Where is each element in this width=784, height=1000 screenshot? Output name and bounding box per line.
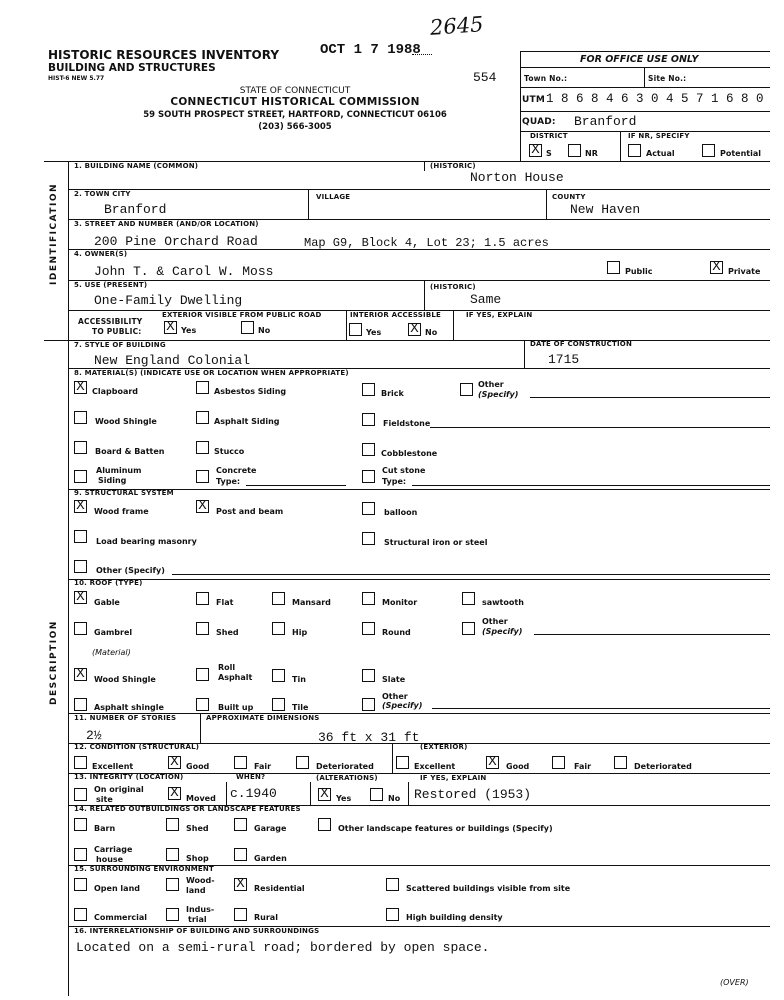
scattered-checkbox[interactable] [386,878,399,891]
structural-label: 9. STRUCTURAL SYSTEM [74,489,174,497]
concrete-type-label: Type: [216,477,241,486]
ext-excellent-label: Excellent [414,762,456,771]
scattered-label: Scattered buildings visible from site [406,884,571,893]
ext-deteriorated-label: Deteriorated [634,762,692,771]
open-land-checkbox[interactable] [74,878,87,891]
asphalt-shingle-checkbox[interactable] [74,698,87,711]
district-s-label: S [546,149,552,158]
board-batten-label: Board & Batten [95,447,165,456]
balloon-checkbox[interactable] [362,502,375,515]
garden-checkbox[interactable] [234,848,247,861]
quad-label: QUAD: [522,117,556,127]
town-label: 2. TOWN CITY [74,190,131,198]
woodland-checkbox[interactable] [166,878,179,891]
stories-label: 11. NUMBER OF STORIES [74,714,177,722]
flat-label: Flat [216,598,234,607]
roof-specify-label: (Specify) [482,627,523,636]
ext-fair-label: Fair [574,762,592,771]
slate-label: Slate [382,675,406,684]
on-original-label: On original [94,785,144,794]
clapboard-checkbox[interactable]: X [74,381,87,394]
state-heading: STATE OF CONNECTICUT [239,86,351,96]
ext-fair-checkbox[interactable] [552,756,565,769]
access-explain-label: IF YES, EXPLAIN [466,311,533,319]
form-code: HIST-6 NEW 5.77 [48,75,105,82]
structural-other-checkbox[interactable] [74,560,87,573]
public-checkbox[interactable] [607,261,620,274]
if-nr-label: IF NR, SPECIFY [628,132,690,140]
cobblestone-label: Cobblestone [381,449,438,458]
structural-other-label: Other (Specify) [96,566,165,575]
over-label: (OVER) [720,978,749,987]
alteration-no-label: No [388,794,401,803]
struct-excellent-checkbox[interactable] [74,756,87,769]
utm-value: 1 8 6 8 4 6 3 0 4 5 7 1 6 8 0 [546,92,764,106]
form-title: HISTORIC RESOURCES INVENTORY [48,48,280,62]
garage-checkbox[interactable] [234,818,247,831]
shed-roof-label: Shed [216,628,239,637]
asphalt-shingle-label: Asphalt shingle [94,703,164,712]
carriage-house-checkbox[interactable] [74,848,87,861]
street-value: 200 Pine Orchard Road [94,234,258,249]
style-label: 7. STYLE OF BUILDING [74,341,166,349]
office-use-title: FOR OFFICE USE ONLY [580,54,699,65]
public-label: Public [625,267,653,276]
condition-label: 12. CONDITION (STRUCTURAL) [74,743,200,751]
cut-stone-type-label: Type: [382,477,407,486]
date-construction-value: 1715 [548,352,580,367]
industrial-label: Indus- [186,905,215,914]
district-s-checkbox[interactable]: X [529,144,542,157]
roof-other-label: Other [482,617,508,626]
aluminum-siding-label: Siding [98,476,127,485]
roof-material-other-checkbox[interactable] [362,698,375,711]
town-value: Branford [104,202,167,217]
fieldstone-checkbox[interactable] [362,413,375,426]
stories-value: 2½ [86,728,102,743]
village-label: VILLAGE [316,193,351,201]
interrelationship-value: Located on a semi-rural road; bordered by open space. [76,940,490,955]
outbuildings-label: 14. RELATED OUTBUILDINGS OR LANDSCAPE FEATURES [74,805,301,813]
asphalt-siding-label: Asphalt Siding [214,417,280,426]
tin-label: Tin [292,675,306,684]
interior-no-checkbox[interactable]: X [408,323,421,336]
high-density-checkbox[interactable] [386,908,399,921]
round-label: Round [382,628,411,637]
material-other-checkbox[interactable] [460,383,473,396]
use-present-value: One-Family Dwelling [94,293,243,308]
struct-deteriorated-label: Deteriorated [316,762,374,771]
built-up-checkbox[interactable] [196,698,209,711]
on-original-site-checkbox[interactable] [74,788,87,801]
alteration-explain-value: Restored (1953) [414,787,532,802]
asbestos-label: Asbestos Siding [214,387,287,396]
roof-material-other-label: Other [382,692,408,701]
alteration-yes-checkbox[interactable]: X [318,788,331,801]
identification-side-label: IDENTIFICATION [49,182,59,285]
monitor-checkbox[interactable] [362,592,375,605]
style-value: New England Colonial [94,353,251,368]
brick-label: Brick [381,389,404,398]
fieldstone-label: Fieldstone [383,419,431,428]
round-checkbox[interactable] [362,622,375,635]
mansard-label: Mansard [292,598,331,607]
gambrel-checkbox[interactable] [74,622,87,635]
private-label: Private [728,267,761,276]
roof-material-label: (Material) [92,648,131,657]
handwritten-number: 2645 [429,12,485,40]
post-beam-checkbox[interactable]: X [196,500,209,513]
asphalt-siding-checkbox[interactable] [196,411,209,424]
gable-label: Gable [94,598,120,607]
commission-phone: (203) 566-3005 [258,122,332,132]
utm-label: UTM [522,95,546,105]
commercial-checkbox[interactable] [74,908,87,921]
use-label: 5. USE (PRESENT) [74,281,148,289]
integrity-explain-label: IF YES, EXPLAIN [420,774,487,782]
roof-label: 10. ROOF (TYPE) [74,579,143,587]
district-nr-checkbox[interactable] [568,144,581,157]
integrity-alterations-label: (ALTERATIONS) [316,774,378,782]
tin-checkbox[interactable] [272,669,285,682]
struct-fair-checkbox[interactable] [234,756,247,769]
residential-checkbox[interactable]: X [234,878,247,891]
original-site-label: site [96,795,113,804]
woodland-label: Wood- [186,876,215,885]
shop-checkbox[interactable] [166,848,179,861]
exterior-yes-checkbox[interactable]: X [164,321,177,334]
moved-checkbox[interactable]: X [168,787,181,800]
barn-label: Barn [94,824,116,833]
interior-yes-checkbox[interactable] [349,323,362,336]
exterior-visible-label: EXTERIOR VISIBLE FROM PUBLIC ROAD [162,311,322,319]
hip-checkbox[interactable] [272,622,285,635]
building-name-label: 1. BUILDING NAME (COMMON) [74,162,199,170]
shed-outbuilding-checkbox[interactable] [166,818,179,831]
barn-checkbox[interactable] [74,818,87,831]
brick-checkbox[interactable] [362,383,375,396]
owner-value: John T. & Carol W. Moss [94,264,274,279]
district-nr-label: NR [585,149,598,158]
potential-checkbox[interactable] [702,144,715,157]
asbestos-checkbox[interactable] [196,381,209,394]
roll-asphalt-checkbox[interactable] [196,668,209,681]
hip-label: Hip [292,628,308,637]
dimensions-value: 36 ft x 31 ft [318,730,420,745]
material-specify-label: (Specify) [478,390,519,399]
district-label: DISTRICT [530,132,568,140]
when-moved-value: c.1940 [230,786,277,801]
struct-fair-label: Fair [254,762,272,771]
county-value: New Haven [570,202,641,217]
garden-label: Garden [254,854,287,863]
material-other-label: Other [478,380,504,389]
sawtooth-label: sawtooth [482,598,524,607]
shop-label: Shop [186,854,209,863]
gable-checkbox[interactable]: X [74,591,87,604]
quad-value: Branford [574,114,637,129]
woodland-label-2: land [186,886,206,895]
materials-label: 8. MATERIAL(S) (INDICATE USE OR LOCATION WHEN APPROPRIATE) [74,369,349,377]
garage-label: Garage [254,824,287,833]
aluminum-checkbox[interactable] [74,470,87,483]
struct-deteriorated-checkbox[interactable] [296,756,309,769]
concrete-checkbox[interactable] [196,470,209,483]
integrity-label: 13. INTEGRITY (LOCATION) [74,773,184,781]
roof-wood-shingle-label: Wood Shingle [94,675,156,684]
interior-no-label: No [425,328,438,337]
exterior-no-checkbox[interactable] [241,321,254,334]
moved-label: Moved [186,794,216,803]
rural-checkbox[interactable] [234,908,247,921]
wood-shingle-checkbox[interactable] [74,411,87,424]
monitor-label: Monitor [382,598,418,607]
exterior-yes-label: Yes [181,326,197,335]
gambrel-label: Gambrel [94,628,133,637]
interior-accessible-label: INTERIOR ACCESSIBLE [350,311,442,319]
date-construction-label: DATE OF CONSTRUCTION [530,340,633,348]
stucco-checkbox[interactable] [196,441,209,454]
rural-label: Rural [254,913,278,922]
mansard-checkbox[interactable] [272,592,285,605]
site-no-label: Site No.: [648,74,687,83]
county-label: COUNTY [552,193,586,201]
concrete-label: Concrete [216,466,257,475]
alteration-yes-label: Yes [336,794,352,803]
industrial-label-2: trial [188,915,207,924]
struct-good-checkbox[interactable]: X [168,756,181,769]
alteration-no-checkbox[interactable] [370,788,383,801]
high-density-label: High building density [406,913,503,922]
open-land-label: Open land [94,884,140,893]
ext-excellent-checkbox[interactable] [396,756,409,769]
balloon-label: balloon [384,508,418,517]
tile-label: Tile [292,703,309,712]
historic-name-value: Norton House [470,170,564,185]
town-no-label: Town No.: [524,74,568,83]
commission-heading: CONNECTICUT HISTORICAL COMMISSION [170,96,420,108]
load-bearing-checkbox[interactable] [74,530,87,543]
structural-iron-label: Structural iron or steel [384,538,488,547]
actual-checkbox[interactable] [628,144,641,157]
board-batten-checkbox[interactable] [74,441,87,454]
interrelationship-label: 16. INTERRELATIONSHIP OF BUILDING AND SURROUNDINGS [74,927,320,935]
other-landscape-label: Other landscape features or buildings (Specify) [338,824,553,833]
actual-label: Actual [646,149,675,158]
carriage-house-label: house [96,855,124,864]
roll-asphalt-label: Asphalt [218,673,253,682]
ext-good-label: Good [506,762,530,771]
interior-yes-label: Yes [366,328,382,337]
to-public-label: TO PUBLIC: [92,327,142,336]
cobblestone-checkbox[interactable] [362,443,375,456]
form-number: 554 [473,70,497,85]
integrity-when-label: WHEN? [236,773,266,781]
roof-other-checkbox[interactable] [462,622,475,635]
use-historic-label: (HISTORIC) [430,283,476,291]
sawtooth-checkbox[interactable] [462,592,475,605]
flat-checkbox[interactable] [196,592,209,605]
commercial-label: Commercial [94,913,148,922]
wood-shingle-label: Wood Shingle [95,417,157,426]
clapboard-label: Clapboard [92,387,139,396]
date-stamp: OCT 1 7 1988 [320,42,421,58]
cut-stone-label: Cut stone [382,466,426,475]
post-beam-label: Post and beam [216,507,284,516]
roof-material-specify-label: (Specify) [382,701,423,710]
cut-stone-checkbox[interactable] [362,470,375,483]
tile-checkbox[interactable] [272,698,285,711]
private-checkbox[interactable]: X [710,261,723,274]
ext-good-checkbox[interactable]: X [486,756,499,769]
condition-exterior-label: (EXTERIOR) [420,743,468,751]
exterior-no-label: No [258,326,271,335]
commission-address: 59 SOUTH PROSPECT STREET, HARTFORD, CONNECTICUT 06106 [143,110,447,120]
shed-roof-checkbox[interactable] [196,622,209,635]
roll-label: Roll [218,663,236,672]
wood-frame-label: Wood frame [94,507,149,516]
accessibility-label: ACCESSIBILITY [78,317,143,326]
slate-checkbox[interactable] [362,669,375,682]
carriage-label: Carriage [94,845,133,854]
map-value: Map G9, Block 4, Lot 23; 1.5 acres [304,236,549,250]
residential-label: Residential [254,884,305,893]
roof-wood-shingle-checkbox[interactable]: X [74,668,87,681]
industrial-checkbox[interactable] [166,908,179,921]
struct-excellent-label: Excellent [92,762,134,771]
shed-outbuilding-label: Shed [186,824,209,833]
other-landscape-checkbox[interactable] [318,818,331,831]
form-subtitle: BUILDING AND STRUCTURES [48,62,216,74]
struct-good-label: Good [186,762,210,771]
street-label: 3. STREET AND NUMBER (AND/OR LOCATION) [74,220,259,228]
environment-label: 15. SURROUNDING ENVIRONMENT [74,865,214,873]
structural-iron-checkbox[interactable] [362,532,375,545]
use-historic-value: Same [470,292,502,307]
aluminum-label: Aluminum [96,466,142,475]
potential-label: Potential [720,149,762,158]
stucco-label: Stucco [214,447,245,456]
owner-label: 4. OWNER(S) [74,250,128,258]
built-up-label: Built up [218,703,254,712]
load-bearing-label: Load bearing masonry [96,537,197,546]
dimensions-label: APPROXIMATE DIMENSIONS [206,714,320,722]
ext-deteriorated-checkbox[interactable] [614,756,627,769]
wood-frame-checkbox[interactable]: X [74,500,87,513]
description-side-label: DESCRIPTION [49,620,59,705]
building-name-historic-label: (HISTORIC) [430,162,476,170]
